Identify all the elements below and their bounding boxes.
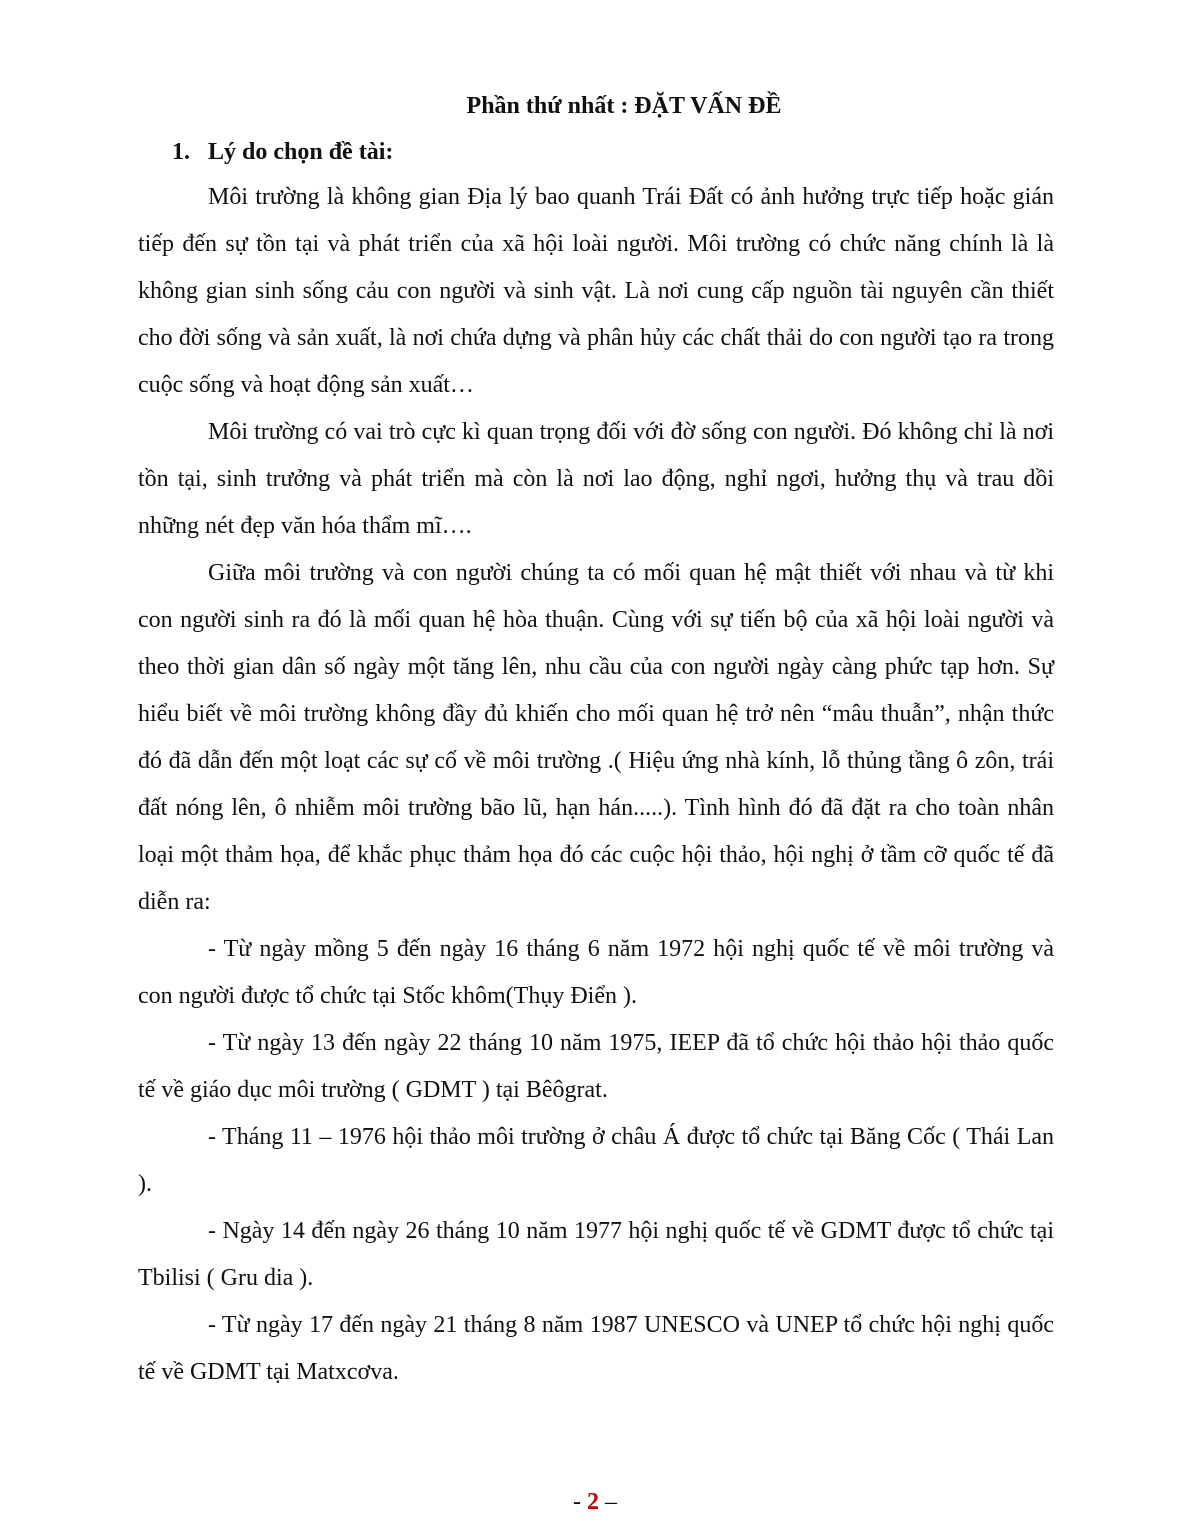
page-number: 2	[587, 1489, 599, 1515]
footer-suffix: –	[599, 1489, 617, 1515]
list-item-stockholm-1972: - Từ ngày mồng 5 đến ngày 16 tháng 6 năm 1972 hội nghị quốc tế về môi trường và con người được tổ chức tại Stốc khôm(Thụy Điển ).	[138, 936, 1054, 1009]
paragraph-human-relationship: Giữa môi trường và con người chúng ta có mối quan hệ mật thiết với nhau và từ khi con người sinh ra đó là mối quan hệ hòa thuận. Cùng với sự tiến bộ của xã hội loài người và theo thời gian dân số ngày một tăng lên, nhu cầu của con người ngày càng phức tạp hơn. Sự hiểu biết về môi trường không đầy đủ khiến cho mối quan hệ trở nên “mâu thuẫn”, nhận thức đó đã dẫn đến một loạt các sự cố về môi trường .( Hiệu ứng nhà kính, lỗ thủng tầng ô zôn, trái đất nóng lên, ô nhiễm môi trường bão lũ, hạn hán.....). Tình hình đó đã đặt ra cho toàn nhân loại một thảm họa, để khắc phục thảm họa đó các cuộc hội thảo, hội nghị ở tầm cỡ quốc tế đã diễn ra:	[138, 560, 1054, 915]
page-footer	[0, 1487, 1190, 1517]
footer-prefix: -	[573, 1489, 587, 1515]
list-item-bangkok-1976: - Tháng 11 – 1976 hội thảo môi trường ở châu Á được tổ chức tại Băng Cốc ( Thái Lan ).	[138, 1124, 1054, 1197]
page-title: Phần thứ nhất : ĐẶT VẤN ĐỀ	[466, 93, 782, 119]
section-heading-text: Lý do chọn đề tài:	[208, 139, 394, 165]
list-item-belgrade-1975: - Từ ngày 13 đến ngày 22 tháng 10 năm 1975, IEEP đã tổ chức hội thảo hội thảo quốc tế về giáo dục môi trường ( GDMT ) tại Bêôgrat.	[138, 1030, 1054, 1103]
document-body	[138, 84, 1054, 1396]
paragraph-environment-definition: Môi trường là không gian Địa lý bao quanh Trái Đất có ảnh hưởng trực tiếp hoặc gián tiếp đến sự tồn tại và phát triển của xã hội loài người. Môi trường có chức năng chính là là không gian sinh sống cảu con người và sinh vật. Là nơi cung cấp nguồn tài nguyên cần thiết cho đời sống và sản xuất, là nơi chứa dựng và phân hủy các chất thải do con người tạo ra trong cuộc sống và hoạt động sản xuất…	[138, 184, 1054, 398]
list-item-moscow-1987: - Từ ngày 17 đến ngày 21 tháng 8 năm 1987 UNESCO và UNEP tổ chức hội nghị quốc tế về GDMT tại Matxcơva.	[138, 1312, 1054, 1385]
paragraph-environment-role: Môi trường có vai trò cực kì quan trọng đối với đờ sống con người. Đó không chỉ là nơi tồn tại, sinh trưởng và phát triển mà còn là nơi lao động, nghỉ ngơi, hưởng thụ và trau dồi những nét đẹp văn hóa thẩm mĩ….	[138, 419, 1054, 539]
section-number: 1.	[172, 139, 190, 165]
section-heading	[138, 130, 1054, 174]
list-item-tbilisi-1977: - Ngày 14 đến ngày 26 tháng 10 năm 1977 hội nghị quốc tế về GDMT được tổ chức tại Tbilisi ( Gru dia ).	[138, 1218, 1054, 1291]
